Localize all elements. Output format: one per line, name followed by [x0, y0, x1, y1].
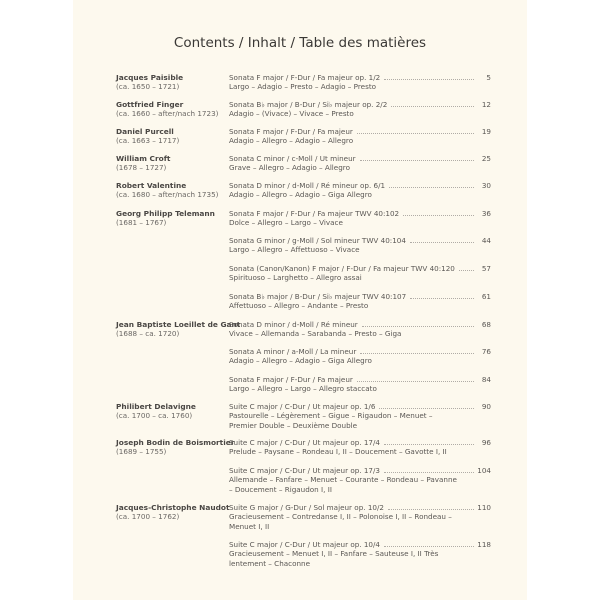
work-title-row	[229, 438, 491, 447]
composer-dates: (ca. 1700 – ca. 1760)	[116, 411, 193, 420]
work-title: Sonata (Canon/Kanon) F major / F-Dur / Fa majeur TWV 40:120	[229, 264, 455, 273]
page-number: 25	[481, 154, 491, 163]
work-title-row	[229, 73, 491, 82]
page-number: 5	[486, 73, 491, 82]
work-item	[229, 503, 491, 531]
work-title: Suite G major / G-Dur / Sol majeur op. 10/2	[229, 503, 384, 512]
work-title-row	[229, 503, 491, 512]
movements: Largo – Adagio – Presto – Adagio – Presto	[229, 82, 377, 91]
composer-dates: (ca. 1700 – 1762)	[116, 512, 180, 521]
work-title: Sonata F major / F-Dur / Fa majeur op. 1/2	[229, 73, 381, 82]
composer-name: Philibert Delavigne	[116, 402, 196, 411]
movements: Gracieusement – Contredanse I, II – Polonoise I, II – Rondeau – Menuet I, II	[229, 512, 452, 531]
movements: Largo – Allegro – Affettuoso – Vivace	[229, 245, 360, 254]
composer-name: Daniel Purcell	[116, 127, 174, 136]
work-title-row	[229, 209, 491, 218]
work-title-row	[229, 466, 491, 475]
work-item	[229, 320, 491, 339]
work-title-row	[229, 375, 491, 384]
dot-leader	[357, 380, 474, 382]
composer-dates: (ca. 1680 – after/nach 1735)	[116, 190, 219, 199]
work-item	[229, 154, 491, 173]
dot-leader	[360, 352, 474, 354]
work-title-row	[229, 100, 491, 109]
page-number: 84	[481, 375, 491, 384]
composer-dates: (ca. 1663 – 1717)	[116, 136, 180, 145]
work-title: Sonata F major / F-Dur / Fa majeur	[229, 375, 353, 384]
work-title: Sonata G minor / g-Moll / Sol mineur TWV 40:104	[229, 236, 406, 245]
work-item	[229, 209, 491, 228]
work-title: Sonata F major / F-Dur / Fa majeur TWV 40:102	[229, 209, 400, 218]
work-item	[229, 292, 491, 311]
dot-leader	[410, 297, 474, 299]
work-title: Suite C major / C-Dur / Ut majeur op. 17/4	[229, 438, 380, 447]
work-title: Suite C major / C-Dur / Ut majeur op. 1/6	[229, 402, 376, 411]
movements: Grave – Allegro – Adagio – Allegro	[229, 163, 350, 172]
work-item	[229, 100, 491, 119]
work-title: Sonata A minor / a-Moll / La mineur	[229, 347, 357, 356]
composer-name: William Croft	[116, 154, 171, 163]
dot-leader	[360, 159, 474, 161]
movements: Adagio – Allegro – Adagio – Giga Allegro	[229, 356, 372, 365]
movements: Dolce – Allegro – Largo – Vivace	[229, 218, 343, 227]
movements: Affettuoso – Allegro – Andante – Presto	[229, 301, 369, 310]
page-number: 44	[481, 236, 491, 245]
work-item	[229, 73, 491, 92]
work-title-row	[229, 127, 491, 136]
page-number: 61	[481, 292, 491, 301]
composer-name: Jacques Paisible	[116, 73, 184, 82]
work-title-row	[229, 540, 491, 549]
work-item	[229, 540, 491, 568]
work-title-row	[229, 292, 491, 301]
work-title: Sonata D minor / d-Moll / Ré mineur	[229, 320, 358, 329]
page-number: 110	[477, 503, 491, 512]
work-title-row	[229, 347, 491, 356]
work-title: Sonata D minor / d-Moll / Ré mineur op. 6/1	[229, 181, 386, 190]
work-title-row	[229, 402, 491, 411]
composer-dates: (1678 – 1727)	[116, 163, 167, 172]
page-number: 19	[481, 127, 491, 136]
work-title-row	[229, 181, 491, 190]
work-title-row	[229, 236, 491, 245]
work-item	[229, 127, 491, 146]
composer-name: Georg Philipp Telemann	[116, 209, 215, 218]
composer-name: Joseph Bodin de Boismortier	[116, 438, 235, 447]
movements: Gracieusement – Menuet I, II – Fanfare – Sauteuse I, II Très lentement – Chaconne	[229, 549, 439, 568]
work-title: Sonata B♭ major / B-Dur / Si♭ majeur op. 2/2	[229, 100, 388, 109]
work-title: Suite C major / C-Dur / Ut majeur op. 10/4	[229, 540, 380, 549]
dot-leader	[384, 443, 474, 445]
composer-dates: (ca. 1650 – 1721)	[116, 82, 180, 91]
dot-leader	[391, 105, 474, 107]
work-title: Sonata F major / F-Dur / Fa majeur	[229, 127, 353, 136]
movements: Adagio – (Vivace) – Vivace – Presto	[229, 109, 354, 118]
page-number: 118	[477, 540, 491, 549]
dot-leader	[357, 132, 474, 134]
composer-name: Jacques-Christophe Naudot	[116, 503, 230, 512]
page-number: 36	[481, 209, 491, 218]
page-number: 90	[481, 402, 491, 411]
work-item	[229, 402, 491, 430]
page-number: 12	[481, 100, 491, 109]
page-title: Contents / Inhalt / Table des matières	[173, 35, 427, 51]
movements: Allemande – Fanfare – Menuet – Courante – Rondeau – Pavanne – Doucement – Rigaudon I, II	[229, 475, 457, 494]
work-title: Sonata C minor / c-Moll / Ut mineur	[229, 154, 356, 163]
dot-leader	[362, 325, 474, 327]
movements: Spirituoso – Larghetto – Allegro assai	[229, 273, 362, 282]
work-item	[229, 375, 491, 394]
dot-leader	[410, 241, 474, 243]
dot-leader	[459, 269, 474, 271]
movements: Adagio – Allegro – Adagio – Giga Allegro	[229, 190, 372, 199]
composer-name: Jean Baptiste Loeillet de Gant	[116, 320, 241, 329]
composer-dates: (ca. 1660 – after/nach 1723)	[116, 109, 219, 118]
dot-leader	[388, 508, 474, 510]
composer-dates: (1681 – 1767)	[116, 218, 167, 227]
page-number: 96	[481, 438, 491, 447]
work-item	[229, 264, 491, 283]
work-item	[229, 347, 491, 366]
page-number: 68	[481, 320, 491, 329]
work-title-row	[229, 320, 491, 329]
dot-leader	[384, 78, 474, 80]
movements: Adagio – Allegro – Adagio – Allegro	[229, 136, 354, 145]
page-number: 76	[481, 347, 491, 356]
page-number: 30	[481, 181, 491, 190]
work-title: Sonata B♭ major / B-Dur / Si♭ majeur TWV 40:107	[229, 292, 407, 301]
movements: Pastourelle – Légèrement – Gigue – Rigaudon – Menuet – Premier Double – Deuxième Double	[229, 411, 433, 430]
work-item	[229, 466, 491, 494]
work-title-row	[229, 264, 491, 273]
dot-leader	[384, 471, 474, 473]
composer-dates: (1688 – ca. 1720)	[116, 329, 180, 338]
dot-leader	[403, 214, 474, 216]
document-page	[73, 0, 527, 600]
movements: Largo – Allegro – Largo – Allegro staccato	[229, 384, 377, 393]
page-number: 104	[477, 466, 491, 475]
work-item	[229, 181, 491, 200]
work-title: Suite C major / C-Dur / Ut majeur op. 17/3	[229, 466, 380, 475]
composer-name: Gottfried Finger	[116, 100, 184, 109]
dot-leader	[389, 186, 474, 188]
composer-dates: (1689 – 1755)	[116, 447, 167, 456]
page-number: 57	[481, 264, 491, 273]
work-item	[229, 438, 491, 457]
dot-leader	[379, 407, 474, 409]
work-title-row	[229, 154, 491, 163]
dot-leader	[384, 545, 474, 547]
work-item	[229, 236, 491, 255]
movements: Prelude – Paysane – Rondeau I, II – Doucement – Gavotte I, II	[229, 447, 447, 456]
movements: Vivace – Allemanda – Sarabanda – Presto – Giga	[229, 329, 402, 338]
composer-name: Robert Valentine	[116, 181, 187, 190]
